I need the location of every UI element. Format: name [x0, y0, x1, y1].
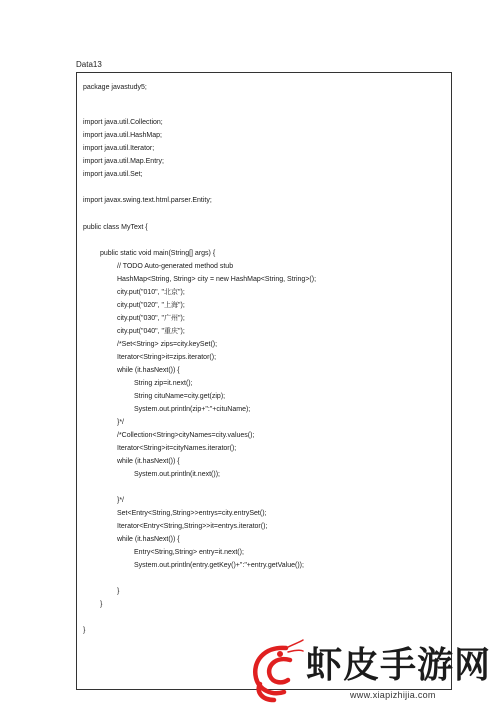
code-line: }*/	[117, 497, 125, 504]
code-line: Iterator<Entry<String,String>>it=entrys.iterator();	[117, 523, 268, 530]
code-line: while (it.hasNext()) {	[117, 536, 180, 543]
code-line: String zip=it.next();	[134, 380, 193, 387]
code-line: public class MyText {	[83, 224, 148, 231]
code-line: /*Collection<String>cityNames=city.values();	[117, 432, 255, 439]
shrimp-logo-icon	[246, 638, 304, 704]
code-line: import java.util.Set;	[83, 171, 143, 178]
code-line: }	[117, 588, 120, 595]
code-line: System.out.println(zip+":"+cituName);	[134, 406, 251, 413]
code-line: city.put("010", "北京");	[117, 289, 185, 296]
code-line: package javastudy5;	[83, 84, 147, 91]
watermark-title: 虾皮手游网	[306, 645, 492, 686]
code-line: while (it.hasNext()) {	[117, 458, 180, 465]
code-line: HashMap<String, String> city = new HashMap<String, String>();	[117, 276, 317, 283]
code-line: /*Set<String> zips=city.keySet();	[117, 341, 218, 348]
code-line: Set<Entry<String,String>>entrys=city.entrySet();	[117, 510, 267, 517]
code-line: while (it.hasNext()) {	[117, 367, 180, 374]
code-line: }	[83, 627, 86, 634]
code-line: System.out.println(entry.getKey()+":"+entry.getValue());	[134, 562, 304, 569]
code-line: import java.util.Iterator;	[83, 145, 155, 152]
code-line: Iterator<String>it=zips.iterator();	[117, 354, 217, 361]
watermark	[246, 638, 500, 707]
code-line: import javax.swing.text.html.parser.Entity;	[83, 197, 212, 204]
document-label: Data13	[76, 60, 102, 69]
code-line: Iterator<String>it=cityNames.iterator();	[117, 445, 237, 452]
code-line: city.put("020", "上海");	[117, 302, 185, 309]
code-line: import java.util.HashMap;	[83, 132, 162, 139]
code-line: System.out.println(it.next());	[134, 471, 220, 478]
code-line: String cituName=city.get(zip);	[134, 393, 226, 400]
code-line: import java.util.Collection;	[83, 119, 163, 126]
code-line: city.put("030", "广州");	[117, 315, 185, 322]
code-line: import java.util.Map.Entry;	[83, 158, 164, 165]
code-line: public static void main(String[] args) {	[100, 250, 216, 257]
code-listing	[76, 72, 452, 690]
code-line: Entry<String,String> entry=it.next();	[134, 549, 244, 556]
code-line: }	[100, 601, 103, 608]
watermark-url: www.xiapizhijia.com	[350, 690, 436, 700]
code-line: // TODO Auto-generated method stub	[117, 263, 234, 270]
code-line: city.put("040", "重庆");	[117, 328, 185, 335]
code-line: }*/	[117, 419, 125, 426]
